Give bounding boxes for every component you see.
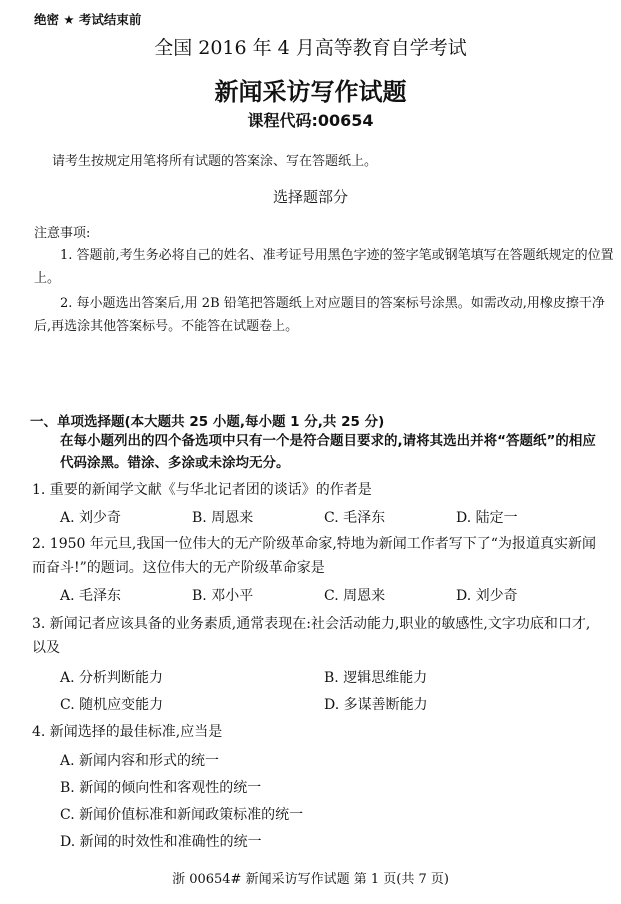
subject-title: 新闻采访写作试题 xyxy=(214,78,407,106)
option: A. 毛泽东 xyxy=(60,588,122,604)
section-title: 选择题部分 xyxy=(272,188,348,206)
option: B. 周恩来 xyxy=(192,510,254,526)
secret-label: 绝密 ★ 考试结束前 xyxy=(34,12,142,27)
note-item: 1. 答题前,考生务必将自己的姓名、准考证号用黑色字迹的签字笔或钢笔填写在答题纸规定的位置上。 xyxy=(34,248,614,286)
option: C. 周恩来 xyxy=(324,588,386,604)
notes-title: 注意事项: xyxy=(34,226,91,241)
question-stem: 1. 重要的新闻学文献《与华北记者团的谈话》的作者是 xyxy=(32,482,372,498)
option: A. 分析判断能力 xyxy=(60,670,164,686)
question-stem: 3. 新闻记者应该具备的业务素质,通常表现在:社会活动能力,职业的敏感性,文字功底和口才,以及 xyxy=(32,616,591,656)
part-title: 一、单项选择题(本大题共 25 小题,每小题 1 分,共 25 分) xyxy=(30,414,385,430)
option: C. 新闻价值标准和新闻政策标准的统一 xyxy=(60,807,304,823)
note-item: 2. 每小题选出答案后,用 2B 铅笔把答题纸上对应题目的答案标号涂黑。如需改动,用橡皮擦干净后,再选涂其他答案标号。不能答在试题卷上。 xyxy=(34,296,605,334)
page-footer: 浙 00654# 新闻采访写作试题 第 1 页(共 7 页) xyxy=(172,872,449,887)
course-code: 课程代码:00654 xyxy=(247,111,374,130)
question-stem: 2. 1950 年元旦,我国一位伟大的无产阶级革命家,特地为新闻工作者写下了“为报道真实新闻而奋斗!”的题词。这位伟大的无产阶级革命家是 xyxy=(32,536,596,576)
option: D. 刘少奇 xyxy=(456,588,518,604)
option: B. 逻辑思维能力 xyxy=(324,670,428,686)
option: A. 新闻内容和形式的统一 xyxy=(60,753,220,769)
option: D. 陆定一 xyxy=(456,510,518,526)
part-description: 在每小题列出的四个备选项中只有一个是符合题目要求的,请将其选出并将“答题纸”的相应代码涂黑。错涂、多涂或未涂均无分。 xyxy=(60,433,596,471)
option: B. 邓小平 xyxy=(192,588,254,604)
option: B. 新闻的倾向性和客观性的统一 xyxy=(60,780,262,796)
exam-title: 全国 2016 年 4 月高等教育自学考试 xyxy=(154,37,467,59)
option: D. 多谋善断能力 xyxy=(324,697,428,713)
question-stem: 4. 新闻选择的最佳标准,应当是 xyxy=(32,724,223,740)
option: C. 随机应变能力 xyxy=(60,697,164,713)
option: A. 刘少奇 xyxy=(60,510,122,526)
option: D. 新闻的时效性和准确性的统一 xyxy=(60,834,262,850)
answer-instruction: 请考生按规定用笔将所有试题的答案涂、写在答题纸上。 xyxy=(52,154,378,169)
option: C. 毛泽东 xyxy=(324,510,386,526)
